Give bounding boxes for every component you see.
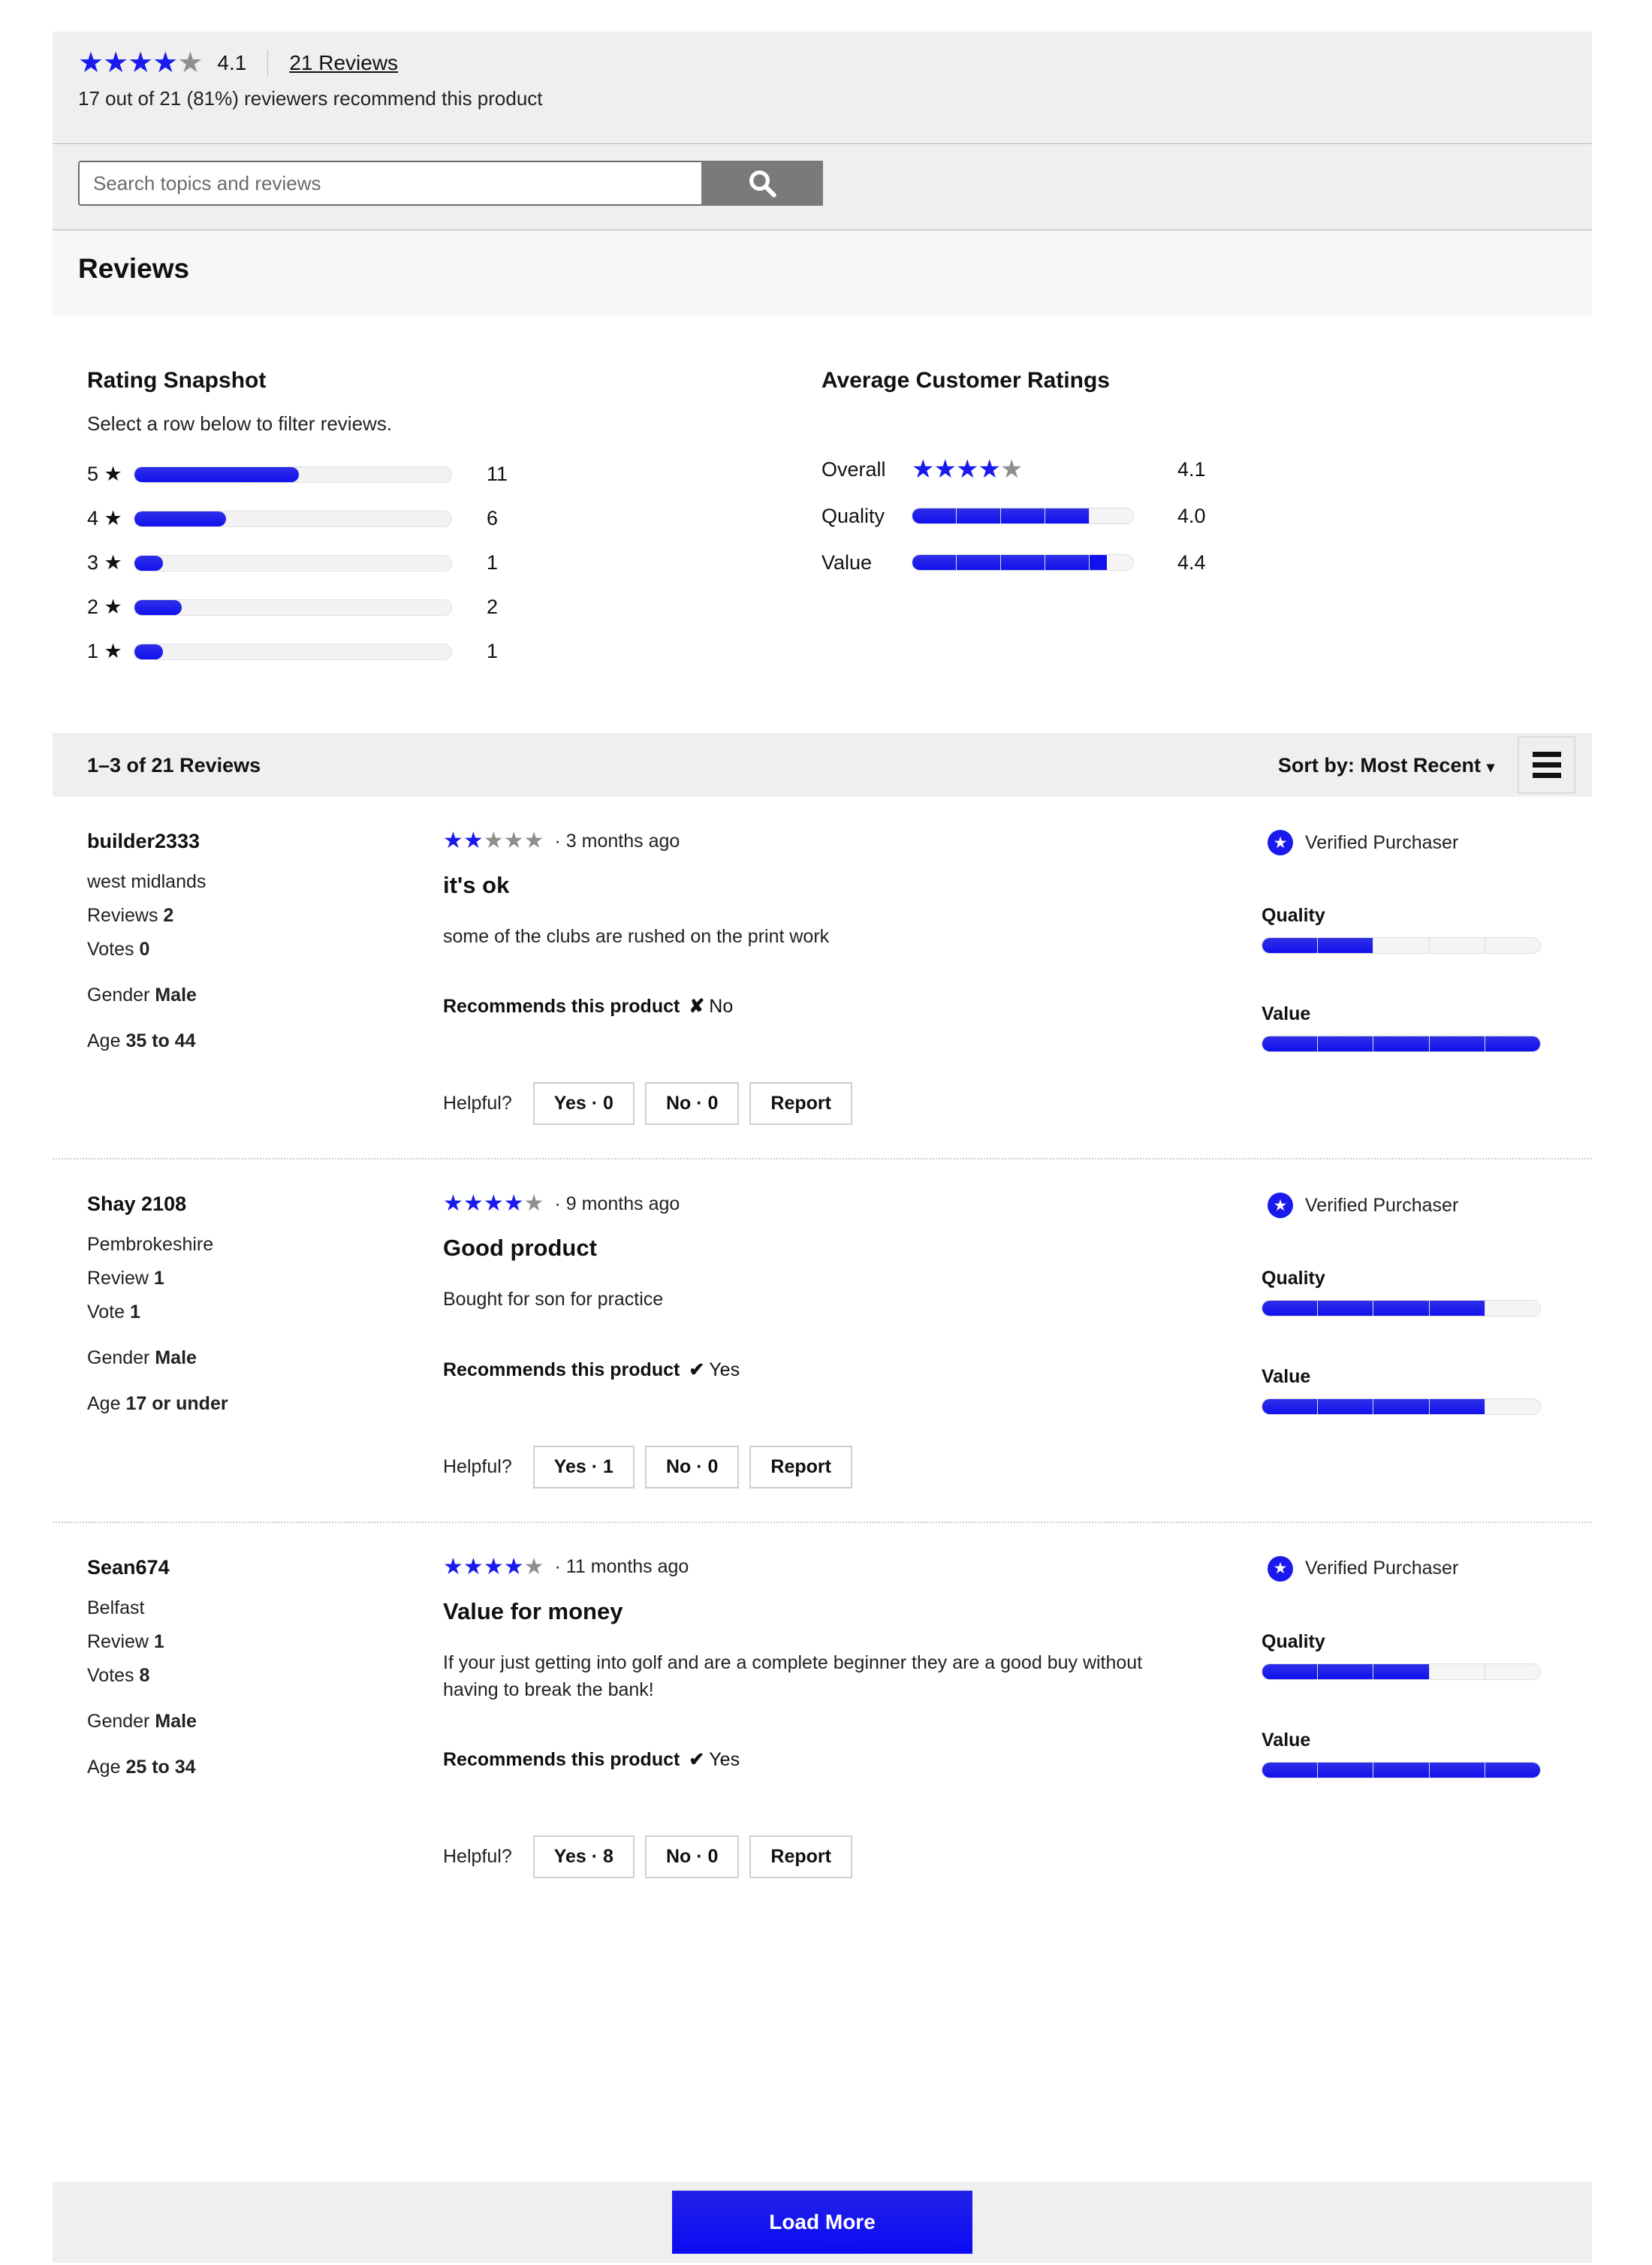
rating-segment — [1262, 938, 1318, 953]
rating-histogram — [87, 452, 553, 674]
review-quality-label: Quality — [1262, 905, 1325, 926]
review-meta-block — [1262, 1556, 1592, 1912]
rating-segment — [1430, 1399, 1485, 1414]
rating-segment — [1430, 938, 1485, 953]
review-range-count: 1–3 of 21 Reviews — [87, 754, 261, 777]
rating-histogram-count: 11 — [487, 463, 508, 485]
review-author-age: Age 35 to 44 — [87, 1030, 196, 1051]
review-item — [53, 1158, 1592, 1521]
rating-segment — [1373, 938, 1429, 953]
spacer — [87, 1733, 443, 1745]
star-icon: ★ — [443, 1191, 463, 1217]
hamburger-filter-icon-bar — [1533, 752, 1561, 757]
rating-snapshot-title: Rating Snapshot — [87, 368, 267, 393]
star-icon: ★ — [483, 1554, 504, 1579]
star-icon: ★ — [955, 455, 978, 484]
review-date: · 11 months ago — [554, 1556, 689, 1577]
rating-segment — [1485, 1301, 1540, 1316]
star-icon: ★ — [443, 828, 463, 853]
rating-segment — [1373, 1664, 1429, 1679]
review-author-age: Age 17 or under — [87, 1393, 228, 1415]
rating-histogram-count: 6 — [487, 507, 499, 529]
review-author-name: Sean674 — [87, 1555, 170, 1579]
review-quality-label: Quality — [1262, 1630, 1325, 1652]
average-ratings-section — [821, 368, 1302, 586]
average-rating-label: Quality — [821, 504, 885, 527]
review-quality-metric — [1262, 1631, 1592, 1680]
search-button[interactable] — [701, 161, 823, 206]
review-stars-icon — [443, 1556, 544, 1579]
average-rating-visual — [912, 508, 1137, 524]
review-rating-line — [443, 1193, 1231, 1215]
review-item — [53, 797, 1592, 1158]
rating-segment — [1045, 508, 1090, 523]
review-quality-metric — [1262, 905, 1592, 954]
review-value-label: Value — [1262, 1729, 1311, 1751]
rating-histogram-track — [134, 555, 452, 572]
review-value-track — [1262, 1036, 1541, 1052]
helpful-yes-button[interactable]: Yes · 1 — [533, 1446, 635, 1488]
report-button[interactable]: Report — [749, 1446, 852, 1488]
rating-segment — [1373, 1301, 1429, 1316]
star-icon: ★ — [503, 828, 524, 853]
rating-segment — [1090, 555, 1133, 570]
average-rating-row — [821, 446, 1302, 493]
star-icon: ★ — [78, 47, 104, 79]
helpful-label: Helpful? — [443, 1093, 512, 1114]
recommend-summary-text: 17 out of 21 (81%) reviewers recommend this product — [78, 87, 543, 110]
rating-segment — [912, 508, 957, 523]
star-icon: ★ — [463, 1191, 484, 1217]
review-content-block — [443, 1193, 1262, 1521]
review-author-block — [53, 1193, 443, 1521]
review-content-block — [443, 830, 1262, 1158]
rating-histogram-track — [134, 599, 452, 616]
star-icon: ★ — [152, 47, 178, 79]
rating-histogram-row[interactable] — [87, 629, 553, 674]
review-value-track — [1262, 1762, 1541, 1778]
spacer — [87, 1369, 443, 1381]
review-body-text: If your just getting into golf and are a complete beginner they are a good buy without having to break the bank! — [443, 1651, 1143, 1700]
review-value-metric — [1262, 1003, 1592, 1052]
review-stars-icon — [443, 830, 544, 852]
review-body-text: some of the clubs are rushed on the print work — [443, 926, 830, 947]
average-rating-visual — [912, 554, 1137, 571]
page-title: Reviews — [78, 253, 190, 284]
review-list — [53, 797, 1592, 1911]
star-icon: ★ — [523, 1191, 544, 1217]
review-author-location: Pembrokeshire — [87, 1234, 214, 1256]
star-icon: ★ — [443, 1554, 463, 1579]
review-author-reviews-count: Review 1 — [87, 1268, 164, 1289]
review-stars-icon — [443, 1193, 544, 1215]
hamburger-filter-icon-bar — [1533, 762, 1561, 768]
average-rating-row — [821, 539, 1302, 586]
review-value-metric — [1262, 1366, 1592, 1415]
verified-purchaser-label: Verified Purchaser — [1305, 1194, 1459, 1216]
star-icon: ★ — [933, 455, 956, 484]
rating-segment — [912, 555, 957, 570]
average-rating-visual — [912, 457, 1137, 482]
review-value-track — [1262, 1398, 1541, 1415]
rating-segment — [1373, 1763, 1429, 1778]
verified-purchaser-label: Verified Purchaser — [1305, 1558, 1459, 1579]
review-date: · 3 months ago — [554, 830, 680, 852]
helpful-label: Helpful? — [443, 1846, 512, 1867]
report-button[interactable]: Report — [749, 1082, 852, 1125]
average-rating-label: Value — [821, 550, 873, 574]
rating-segment — [1430, 1763, 1485, 1778]
review-item — [53, 1522, 1592, 1912]
star-icon: ★ — [523, 828, 544, 853]
rating-segment — [1485, 938, 1540, 953]
rating-snapshot-subtitle: Select a row below to filter reviews. — [87, 412, 393, 435]
verified-purchaser-label: Verified Purchaser — [1305, 831, 1459, 853]
spacer — [87, 961, 443, 973]
rating-segment — [1430, 1036, 1485, 1051]
rating-snapshot-section — [53, 315, 1592, 733]
review-recommendation-value: Yes — [709, 1359, 740, 1380]
review-recommendation-value: Yes — [709, 1749, 740, 1770]
review-search-bar — [53, 143, 1592, 229]
helpful-yes-button[interactable]: Yes · 0 — [533, 1082, 635, 1125]
star-icon: ★ — [463, 1554, 484, 1579]
review-author-block — [53, 1556, 443, 1912]
rating-segment — [1318, 1664, 1373, 1679]
review-helpful-row — [443, 1082, 1231, 1158]
review-quality-track — [1262, 1663, 1541, 1680]
rating-segment — [1318, 1036, 1373, 1051]
review-value-label: Value — [1262, 1366, 1311, 1388]
average-ratings-list — [821, 446, 1302, 586]
rating-histogram-label: 4 ★ — [87, 507, 122, 529]
rating-histogram-count: 1 — [487, 551, 499, 574]
rating-segment — [1090, 508, 1133, 523]
search-icon — [746, 167, 778, 199]
filter-button[interactable] — [1518, 736, 1575, 794]
hamburger-filter-icon-bar — [1533, 773, 1561, 778]
verified-star-icon: ★ — [1268, 1556, 1293, 1582]
star-icon: ★ — [503, 1554, 524, 1579]
rating-histogram-track — [134, 511, 452, 527]
review-recommendation-value: No — [709, 996, 734, 1018]
helpful-label: Helpful? — [443, 1455, 512, 1477]
rating-segment — [1485, 1036, 1540, 1051]
star-icon: ★ — [483, 1191, 504, 1217]
review-author-votes-count: Votes 0 — [87, 939, 150, 960]
rating-histogram-count: 2 — [487, 596, 499, 618]
review-author-age: Age 25 to 34 — [87, 1756, 196, 1778]
rating-histogram-fill — [134, 600, 182, 615]
reviews-count-link[interactable]: 21 Reviews — [289, 51, 399, 74]
sort-by-label: Sort by: Most Recent — [1277, 754, 1481, 777]
rating-segment — [1485, 1763, 1540, 1778]
report-button[interactable]: Report — [749, 1835, 852, 1878]
rating-segment — [1262, 1036, 1318, 1051]
review-recommendation: Recommends this product ✘ No — [443, 996, 734, 1018]
rating-histogram-fill — [134, 556, 163, 571]
rating-segment — [1318, 1301, 1373, 1316]
rating-segment — [1262, 1664, 1318, 1679]
rating-segment — [1001, 555, 1045, 570]
review-title: Good product — [443, 1235, 597, 1262]
review-sort-bar — [53, 733, 1592, 797]
review-title: it's ok — [443, 872, 510, 898]
review-quality-metric — [1262, 1268, 1592, 1316]
average-rating-value: 4.4 — [1177, 550, 1206, 574]
star-icon: ★ — [999, 455, 1023, 484]
review-author-name: builder2333 — [87, 830, 200, 852]
verified-star-icon: ★ — [1268, 830, 1293, 855]
star-icon: ★ — [483, 828, 504, 853]
reviews-section-header — [53, 229, 1592, 315]
helpful-yes-button[interactable]: Yes · 8 — [533, 1835, 635, 1878]
review-meta-block — [1262, 830, 1592, 1158]
rating-segment — [1485, 1399, 1540, 1414]
review-value-label: Value — [1262, 1003, 1311, 1024]
verified-star-icon: ★ — [1268, 1193, 1293, 1218]
rating-segment — [1430, 1664, 1485, 1679]
rating-segment — [1262, 1399, 1318, 1414]
rating-segment — [1262, 1301, 1318, 1316]
star-icon: ★ — [177, 47, 203, 79]
spacer — [87, 1687, 443, 1699]
rating-histogram-label: 3 ★ — [87, 551, 122, 574]
review-content-block — [443, 1556, 1262, 1912]
review-quality-track — [1262, 937, 1541, 954]
rating-histogram-count: 1 — [487, 640, 499, 662]
verified-purchaser-badge — [1268, 1193, 1592, 1218]
rating-segment — [1045, 555, 1090, 570]
review-rating-line — [443, 1556, 1231, 1579]
review-author-location: west midlands — [87, 871, 206, 892]
rating-segment — [1318, 1399, 1373, 1414]
chevron-down-icon: ▾ — [1486, 759, 1494, 776]
search-input[interactable] — [78, 161, 701, 206]
review-helpful-row — [443, 1446, 1231, 1522]
rating-histogram-track — [134, 644, 452, 660]
star-icon: ★ — [523, 1554, 544, 1579]
overall-rating-line — [78, 48, 1592, 78]
review-rating-line — [443, 830, 1231, 852]
rating-histogram-row[interactable] — [87, 585, 553, 629]
star-icon: ★ — [912, 455, 934, 484]
load-more-button[interactable]: Load More — [672, 2191, 972, 2254]
rating-histogram-label: 1 ★ — [87, 640, 122, 662]
review-author-gender: Gender Male — [87, 985, 197, 1006]
review-value-metric — [1262, 1730, 1592, 1778]
average-rating-track — [912, 508, 1134, 524]
spacer — [87, 1006, 443, 1018]
rating-segment — [1262, 1763, 1318, 1778]
rating-histogram-fill — [134, 467, 299, 482]
rating-histogram-label: 5 ★ — [87, 463, 122, 485]
verified-purchaser-badge — [1268, 830, 1592, 855]
review-date: · 9 months ago — [554, 1193, 680, 1214]
average-rating-label: Overall — [821, 457, 886, 481]
review-author-name: Shay 2108 — [87, 1193, 187, 1216]
review-author-gender: Gender Male — [87, 1347, 197, 1369]
sort-by-dropdown[interactable] — [1278, 754, 1494, 777]
rating-histogram-row[interactable] — [87, 452, 553, 496]
helpful-no-button[interactable]: No · 0 — [645, 1835, 739, 1878]
star-icon: ★ — [978, 455, 1000, 484]
star-icon: ★ — [503, 1191, 524, 1217]
review-author-reviews-count: Review 1 — [87, 1630, 164, 1652]
check-icon: ✔ — [689, 1749, 705, 1770]
helpful-no-button[interactable]: No · 0 — [645, 1446, 739, 1488]
overall-average-value: 4.1 — [217, 51, 247, 74]
rating-histogram-row[interactable] — [87, 541, 553, 585]
average-rating-row — [821, 493, 1302, 539]
spacer — [87, 1323, 443, 1335]
star-icon: ★ — [463, 828, 484, 853]
review-title: Value for money — [443, 1597, 623, 1624]
rating-histogram-track — [134, 466, 452, 483]
review-author-location: Belfast — [87, 1597, 145, 1618]
review-quality-track — [1262, 1300, 1541, 1316]
review-author-votes-count: Vote 1 — [87, 1301, 140, 1323]
rating-segment — [957, 508, 1001, 523]
rating-summary-bar — [53, 32, 1592, 142]
average-rating-track — [912, 554, 1134, 571]
review-quality-label: Quality — [1262, 1268, 1325, 1289]
rating-segment — [1485, 1664, 1540, 1679]
helpful-no-button[interactable]: No · 0 — [645, 1082, 739, 1125]
review-recommendation: Recommends this product ✔ Yes — [443, 1359, 740, 1380]
rating-histogram-row[interactable] — [87, 496, 553, 541]
review-body-text: Bought for son for practice — [443, 1289, 664, 1310]
rating-segment — [957, 555, 1001, 570]
rating-segment — [1430, 1301, 1485, 1316]
review-author-block — [53, 830, 443, 1158]
rating-segment — [1001, 508, 1045, 523]
star-icon: ★ — [103, 47, 128, 79]
review-helpful-row — [443, 1835, 1231, 1911]
rating-segment — [1373, 1036, 1429, 1051]
rating-segment — [1318, 938, 1373, 953]
divider — [267, 50, 268, 76]
load-more-bar — [53, 2182, 1592, 2263]
rating-histogram-label: 2 ★ — [87, 596, 122, 618]
check-icon: ✔ — [689, 1359, 705, 1380]
review-author-gender: Gender Male — [87, 1710, 197, 1732]
star-icon: ★ — [128, 47, 153, 79]
verified-purchaser-badge — [1268, 1556, 1592, 1582]
average-stars-icon — [912, 457, 1022, 482]
review-meta-block — [1262, 1193, 1592, 1521]
rating-histogram-fill — [134, 511, 226, 526]
review-author-votes-count: Votes 8 — [87, 1664, 150, 1686]
rating-segment — [1318, 1763, 1373, 1778]
average-rating-value: 4.1 — [1177, 457, 1206, 481]
average-ratings-title: Average Customer Ratings — [821, 368, 1110, 393]
overall-stars-icon — [78, 49, 202, 77]
cross-icon: ✘ — [689, 996, 705, 1018]
review-author-reviews-count: Reviews 2 — [87, 905, 174, 926]
rating-histogram-fill — [134, 644, 163, 659]
rating-segment — [1373, 1399, 1429, 1414]
average-rating-value: 4.0 — [1177, 504, 1206, 527]
review-recommendation: Recommends this product ✔ Yes — [443, 1749, 740, 1770]
